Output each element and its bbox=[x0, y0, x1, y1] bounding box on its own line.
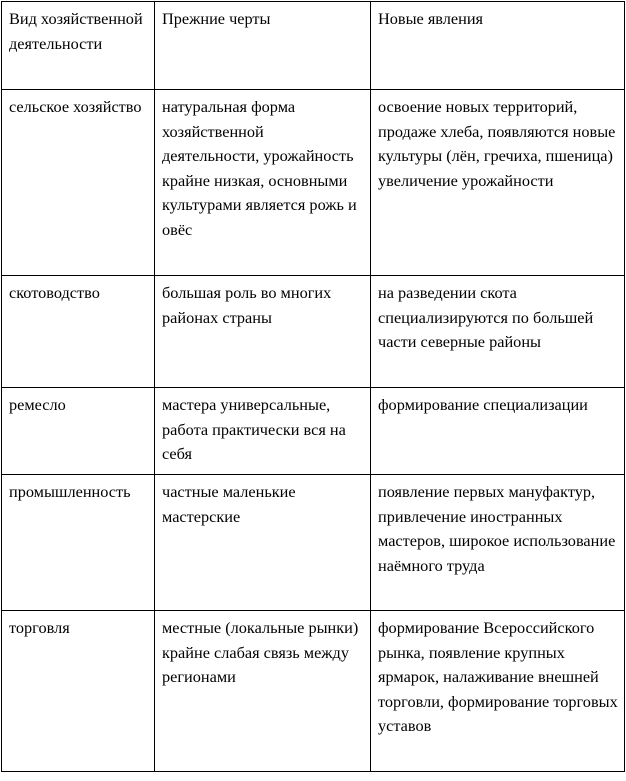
activity-text: сельское хозяйство bbox=[9, 97, 142, 116]
old-features-text: большая роль во многих районах страны bbox=[162, 283, 332, 327]
header-cell-new-phenomena bbox=[371, 2, 625, 90]
old-features-text: натуральная форма хозяйственной деятельности, урожайность крайне низкая, основными культурами является рожь и овёс bbox=[162, 97, 357, 239]
new-phenomena-text: появление первых мануфактур, привлечение иностранных мастеров, широкое использование наёмного труда bbox=[378, 482, 616, 575]
old-features-text: местные (локальные рынки) крайне слабая связь между регионами bbox=[162, 618, 359, 686]
old-features-cell bbox=[155, 475, 371, 611]
header-label: Новые явления bbox=[378, 9, 484, 28]
old-features-cell bbox=[155, 90, 371, 276]
activity-text: торговля bbox=[9, 618, 70, 637]
activity-text: ремесло bbox=[9, 395, 66, 414]
old-features-cell bbox=[155, 388, 371, 475]
table-row bbox=[2, 475, 625, 611]
activity-cell bbox=[2, 276, 155, 388]
header-label: Вид хозяйственной деятельности bbox=[9, 9, 143, 53]
new-phenomena-cell bbox=[371, 475, 625, 611]
new-phenomena-text: освоение новых территорий, продаже хлеба, появляются новые культуры (лён, гречиха, пшеница) увеличение урожайности bbox=[378, 97, 616, 190]
header-cell-old-features bbox=[155, 2, 371, 90]
header-label: Прежние черты bbox=[162, 9, 271, 28]
activity-text: скотоводство bbox=[9, 283, 100, 302]
table-row bbox=[2, 388, 625, 475]
table-row bbox=[2, 90, 625, 276]
table-row bbox=[2, 611, 625, 772]
table-row bbox=[2, 276, 625, 388]
new-phenomena-text: на разведении скота специализируются по большей части северные районы bbox=[378, 283, 594, 351]
activity-cell bbox=[2, 475, 155, 611]
activity-text: промышленность bbox=[9, 482, 131, 501]
economic-activity-table bbox=[1, 1, 625, 772]
old-features-cell bbox=[155, 611, 371, 772]
new-phenomena-cell bbox=[371, 388, 625, 475]
new-phenomena-cell bbox=[371, 611, 625, 772]
new-phenomena-cell bbox=[371, 276, 625, 388]
activity-cell bbox=[2, 388, 155, 475]
old-features-text: мастера универсальные, работа практически вся на себя bbox=[162, 395, 346, 463]
new-phenomena-text: формирование Всероссийского рынка, появление крупных ярмарок, налаживание внешней торговли, формирование торговых уставов bbox=[378, 618, 618, 735]
activity-cell bbox=[2, 611, 155, 772]
header-cell-activity bbox=[2, 2, 155, 90]
new-phenomena-text: формирование специализации bbox=[378, 395, 588, 414]
table-header-row bbox=[2, 2, 625, 90]
new-phenomena-cell bbox=[371, 90, 625, 276]
old-features-cell bbox=[155, 276, 371, 388]
activity-cell bbox=[2, 90, 155, 276]
old-features-text: частные маленькие мастерские bbox=[162, 482, 296, 526]
